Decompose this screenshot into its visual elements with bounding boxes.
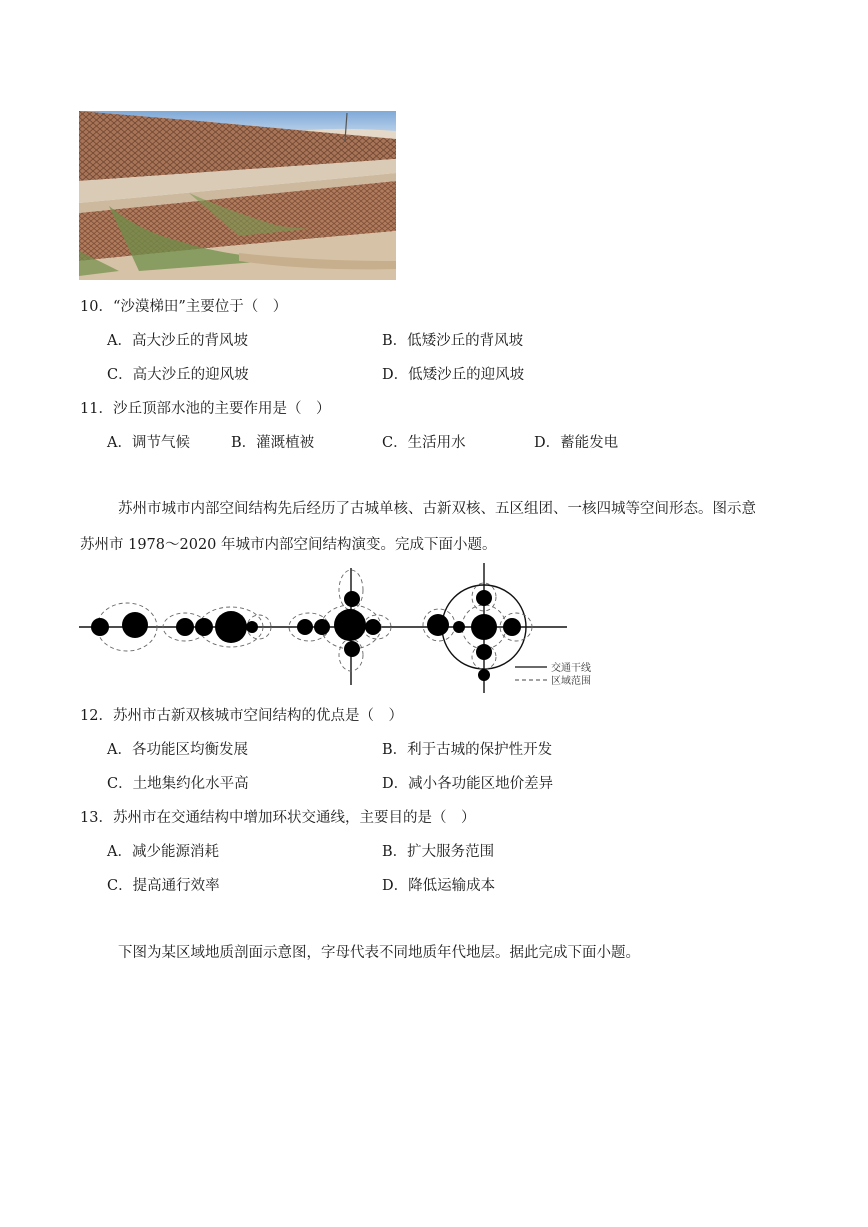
question-10-stem: 10．“沙漠梯田”主要位于（ ） <box>80 299 288 315</box>
legend <box>515 661 591 687</box>
q13-option-c[interactable]: C．提高通行效率 <box>107 878 220 894</box>
q12-option-d[interactable]: D．减小各功能区地价差异 <box>382 776 554 792</box>
terraced-sand-dune-photo <box>79 111 396 280</box>
question-12-stem: 12．苏州市古新双核城市空间结构的优点是（ ） <box>80 708 403 724</box>
q12-option-b[interactable]: B．利于古城的保护性开发 <box>382 742 553 758</box>
stage-4-one-core-four-cities <box>423 563 532 693</box>
q11-option-a[interactable]: A．调节气候 <box>107 435 190 451</box>
q11-option-c[interactable]: C．生活用水 <box>382 435 466 451</box>
q10-option-d[interactable]: D．低矮沙丘的迎风坡 <box>382 367 525 383</box>
q12-option-a[interactable]: A．各功能区均衡发展 <box>107 742 248 758</box>
legend-region-label: 区域范围 <box>551 676 591 687</box>
question-13-stem: 13．苏州市在交通结构中增加环状交通线，主要目的是（ ） <box>80 810 476 826</box>
question-11-stem: 11．沙丘顶部水池的主要作用是（ ） <box>80 401 331 417</box>
q11-option-b[interactable]: B．灌溉植被 <box>231 435 315 451</box>
passage-geology <box>80 935 795 971</box>
passage-suzhou-line-1: 苏州市城市内部空间结构先后经历了古城单核、古新双核、五区组团、一核四城等空间形态。图示意 <box>118 501 756 517</box>
passage-suzhou-line-2: 苏州市 1978～2020 年城市内部空间结构演变。完成下面小题。 <box>80 537 497 553</box>
q11-option-d[interactable]: D．蓄能发电 <box>534 435 619 451</box>
passage-geology-line-1: 下图为某区域地质剖面示意图，字母代表不同地质年代地层。据此完成下面小题。 <box>118 945 640 961</box>
q13-option-a[interactable]: A．减少能源消耗 <box>107 844 219 860</box>
urban-structure-diagram <box>79 563 599 696</box>
passage-suzhou <box>80 491 795 563</box>
q10-option-a[interactable]: A．高大沙丘的背风坡 <box>107 333 248 349</box>
photo-illustration <box>79 111 396 280</box>
q10-option-b[interactable]: B．低矮沙丘的背风坡 <box>382 333 524 349</box>
q13-option-d[interactable]: D．降低运输成本 <box>382 878 496 894</box>
stage-2-dual-core <box>163 607 271 647</box>
stage-3-five-district <box>289 568 391 685</box>
legend-main-road-label: 交通干线 <box>551 663 591 674</box>
q12-option-c[interactable]: C．土地集约化水平高 <box>107 776 249 792</box>
q13-option-b[interactable]: B．扩大服务范围 <box>382 844 495 860</box>
stage-1-single-core <box>91 603 157 651</box>
q10-option-c[interactable]: C．高大沙丘的迎风坡 <box>107 367 249 383</box>
